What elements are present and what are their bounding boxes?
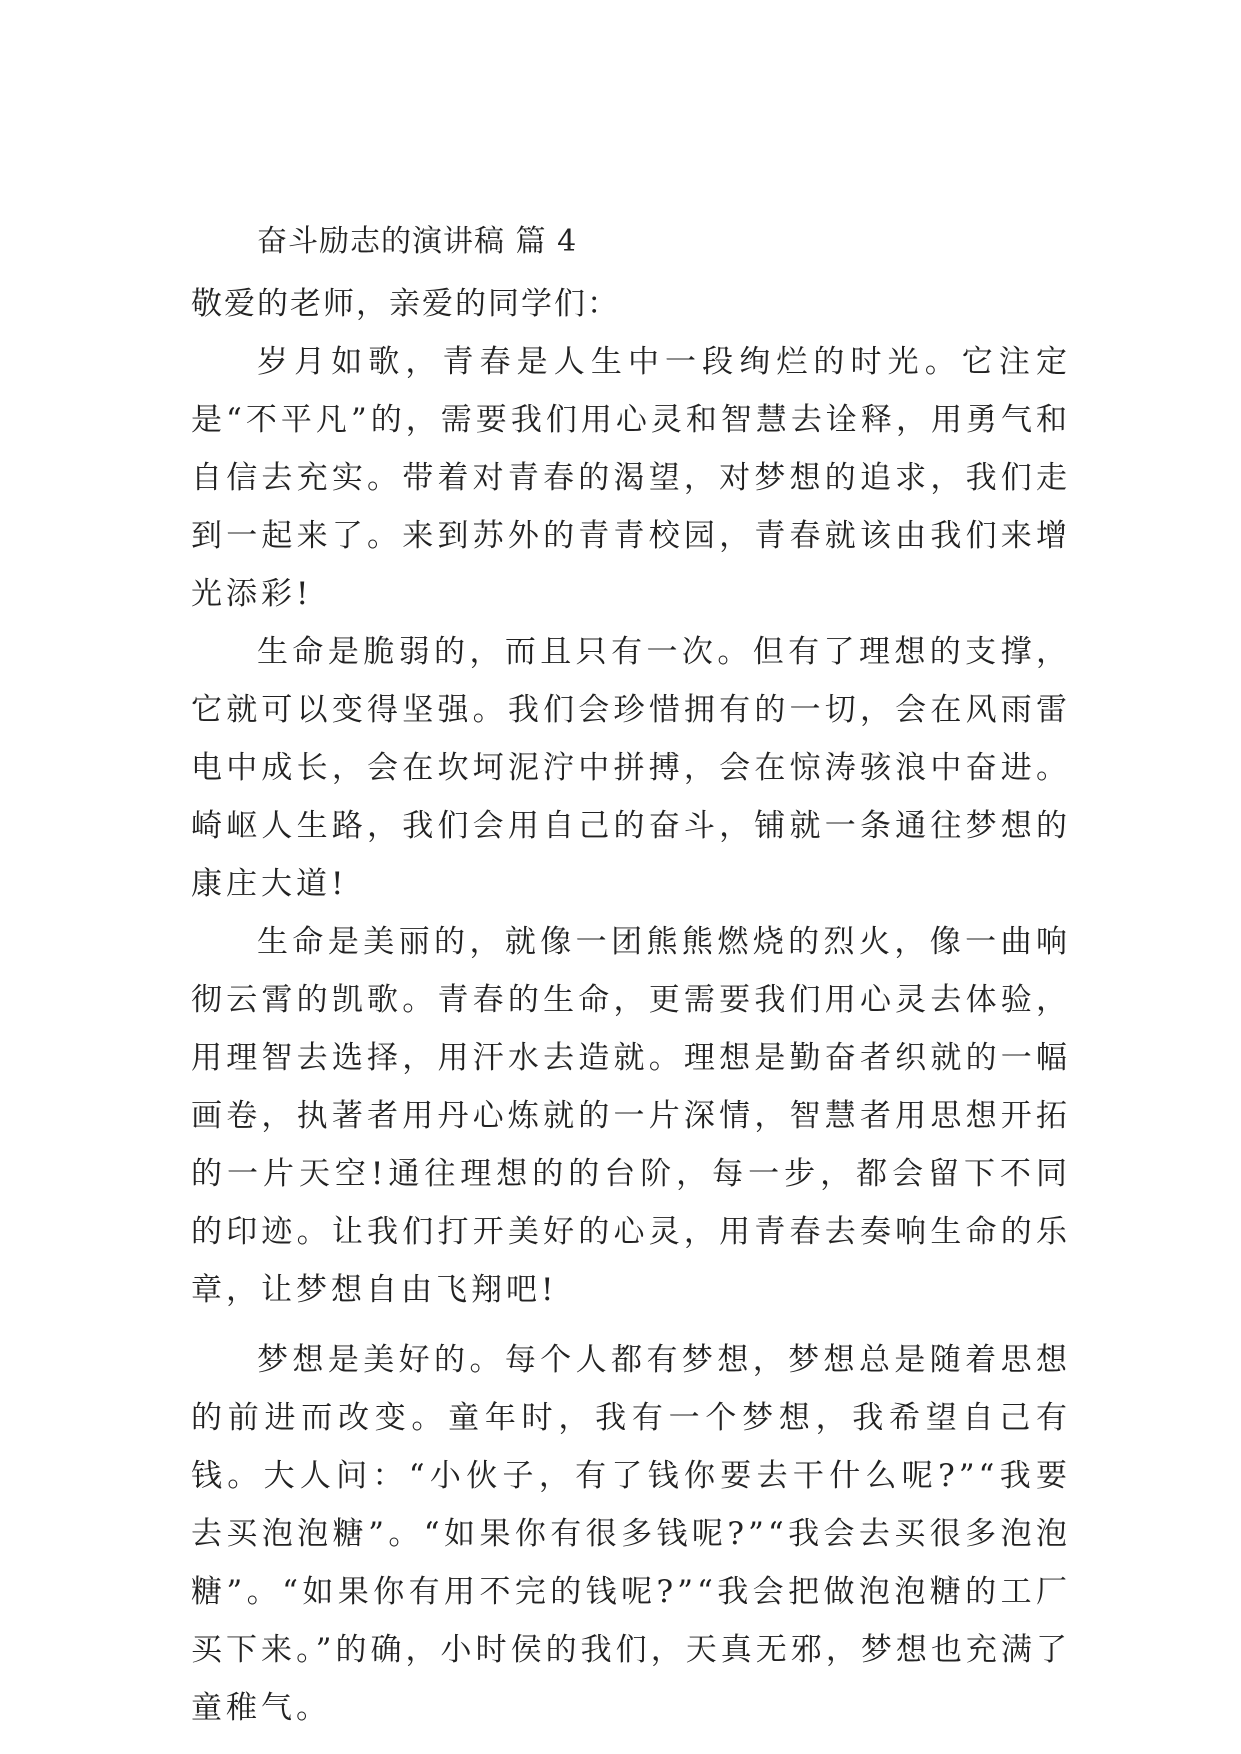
paragraph-1: 岁月如歌，青春是人生中一段绚烂的时光。它注定是“不平凡”的，需要我们用心灵和智慧去诠释，用勇气和自信去充实。带着对青春的渴望，对梦想的追求，我们走到一起来了。来到苏外的青青校园，青春就该由我们来增光添彩! (191, 344, 1071, 612)
paragraph-2: 生命是脆弱的，而且只有一次。但有了理想的支撑，它就可以变得坚强。我们会珍惜拥有的一切，会在风雨雷电中成长，会在坎坷泥泞中拼搏，会在惊涛骇浪中奋进。崎岖人生路，我们会用自己的奋斗，铺就一条通往梦想的康庄大道! (191, 634, 1071, 902)
document-title: 奋斗励志的演讲稿 篇 4 (257, 224, 578, 259)
salutation: 敬爱的老师，亲爱的同学们： (191, 286, 620, 322)
paragraph-3: 生命是美丽的，就像一团熊熊燃烧的烈火，像一曲响彻云霄的凯歌。青春的生命，更需要我们用心灵去体验，用理智去选择，用汗水去造就。理想是勤奋者织就的一幅画卷，执著者用丹心炼就的一片深情，智慧者用思想开拓的一片天空!通往理想的的台阶，每一步，都会留下不同的印迹。让我们打开美好的心灵，用青春去奏响生命的乐章，让梦想自由飞翔吧! (191, 924, 1071, 1308)
document-body (191, 333, 1071, 1737)
paragraph-4: 梦想是美好的。每个人都有梦想，梦想总是随着思想的前进而改变。童年时，我有一个梦想，我希望自己有钱。大人问：“小伙子，有了钱你要去干什么呢?”“我要去买泡泡糖”。“如果你有很多钱呢?”“我会去买很多泡泡糖”。“如果你有用不完的钱呢?”“我会把做泡泡糖的工厂买下来。”的确，小时侯的我们，天真无邪，梦想也充满了童稚气。 (191, 1342, 1071, 1726)
